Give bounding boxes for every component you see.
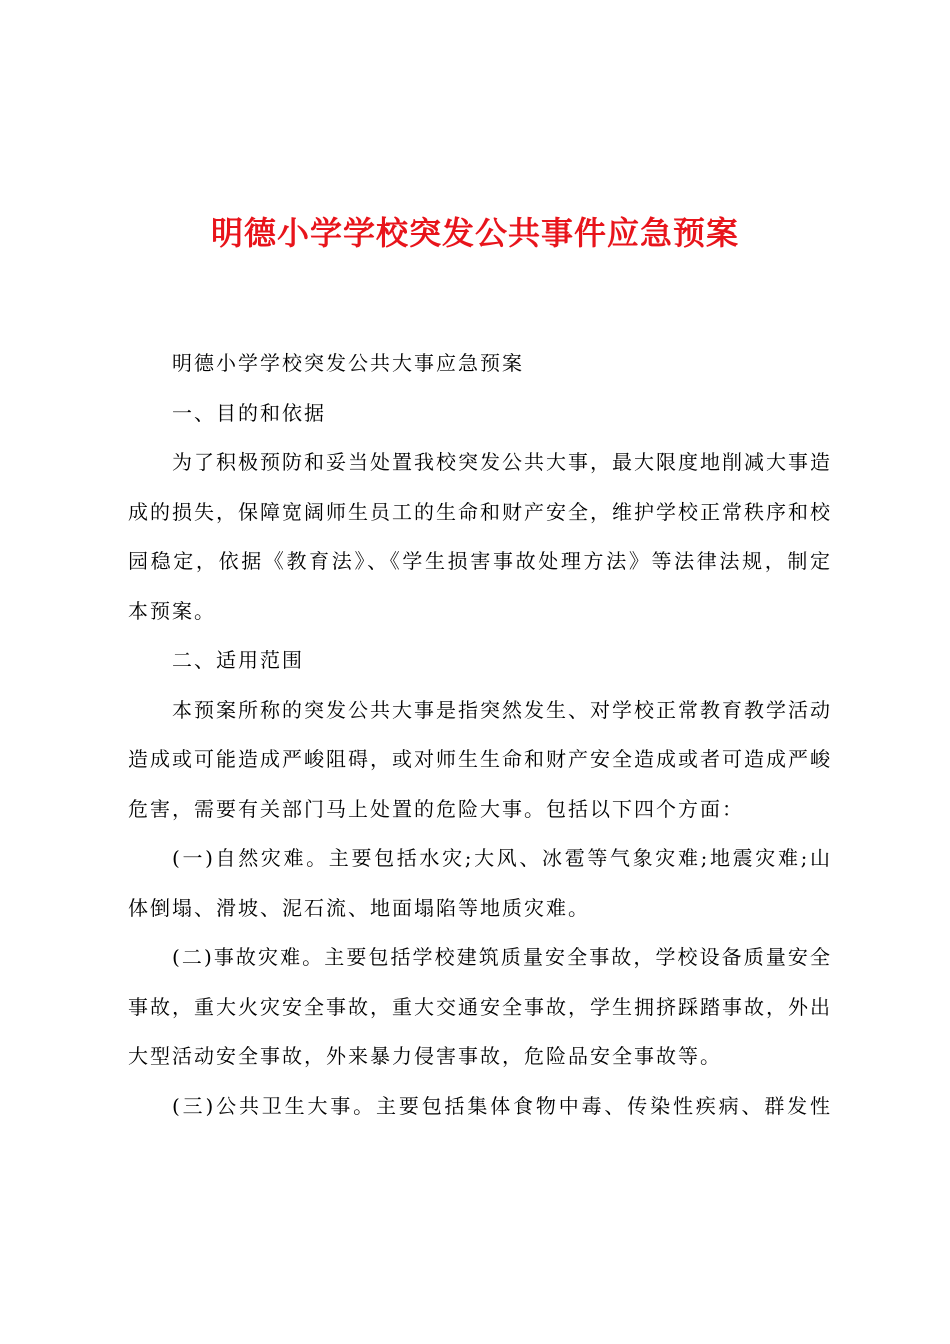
section-heading-scope: 二、适用范围 (172, 648, 304, 672)
document-body (128, 339, 832, 1131)
paragraph-accident-disasters: (二)事故灾难。主要包括学校建筑质量安全事故，学校设备质量安全事故，重大火灾安全事故，重大交通安全事故，学生拥挤踩踏事故，外出大型活动安全事故，外来暴力侵害事故，危险品安全事故等。 (128, 945, 832, 1068)
paragraph-natural-disasters: (一)自然灾难。主要包括水灾;大风、冰雹等气象灾难;地震灾难;山体倒塌、滑坡、泥石流、地面塌陷等地质灾难。 (128, 846, 832, 920)
paragraph-public-health: (三)公共卫生大事。主要包括集体食物中毒、传染性疾病、群发性 (172, 1093, 832, 1118)
paragraph-scope: 本预案所称的突发公共大事是指突然发生、对学校正常教育教学活动造成或可能造成严峻阻碍，或对师生生命和财产安全造成或者可造成严峻危害，需要有关部门马上处置的危险大事。包括以下四个方面： (128, 697, 832, 821)
paragraph-purpose: 为了积极预防和妥当处置我校突发公共大事，最大限度地削减大事造成的损失，保障宽阔师生员工的生命和财产安全，维护学校正常秩序和校园稳定，依据《教育法》、《学生损害事故处理方法》等法律法规，制定本预案。 (128, 450, 832, 623)
document-title: 明德小学学校突发公共事件应急预案 (210, 214, 739, 252)
section-heading-purpose: 一、目的和依据 (172, 400, 326, 425)
paragraph-subtitle: 明德小学学校突发公共大事应急预案 (172, 351, 524, 375)
